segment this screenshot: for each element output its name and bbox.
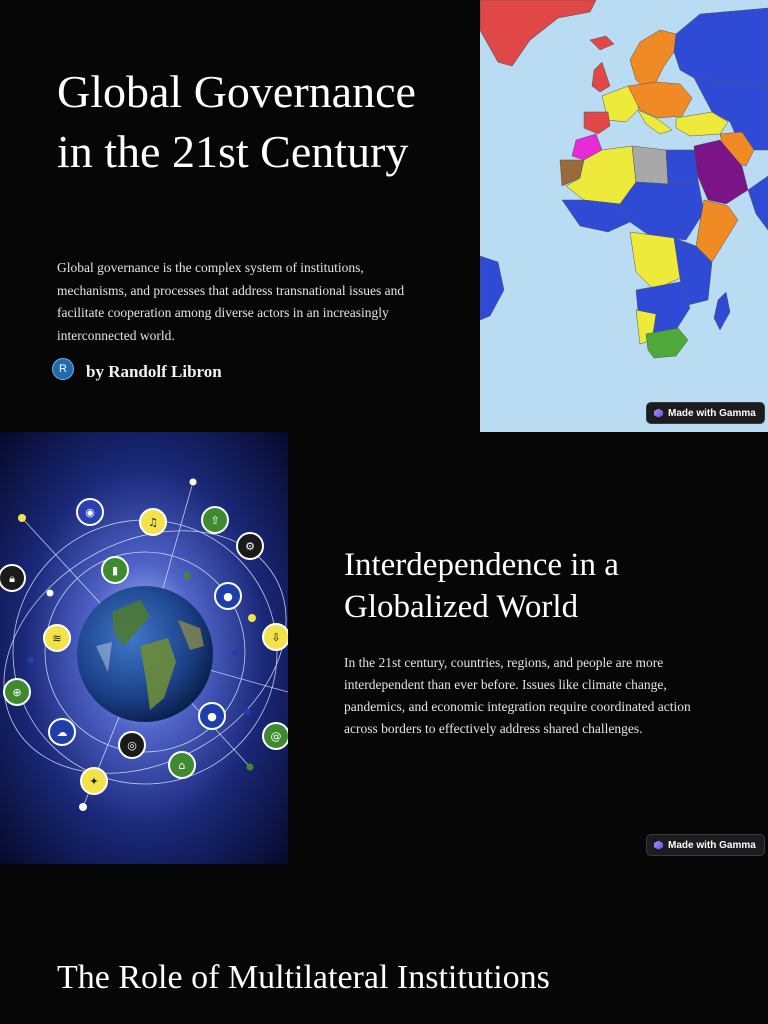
badge-label: Made with Gamma (668, 839, 756, 851)
world-map-image (480, 0, 768, 432)
svg-text:⇧: ⇧ (210, 514, 220, 527)
gamma-logo-icon (654, 841, 663, 850)
gamma-logo-icon (654, 409, 663, 418)
slide-interdependence-description: In the 21st century, countries, regions, and people are more interdependent than ever before. Issues like climate change, pandemics, and economic integration require coordinated action across borders to effectively address shared challenges. (344, 655, 691, 736)
globe-network-image (0, 432, 288, 864)
svg-text:🔒︎: 🔒︎ (9, 572, 15, 585)
author-name: by Randolf Libron (86, 362, 222, 381)
avatar: R (52, 358, 74, 380)
svg-text:✦: ✦ (89, 775, 99, 788)
svg-text:☁: ☁ (56, 726, 68, 739)
svg-text:●: ● (223, 590, 233, 603)
badge-label: Made with Gamma (668, 407, 756, 419)
slide-interdependence-heading: Interdependence in a Globalized World (344, 547, 619, 625)
svg-text:≋: ≋ (52, 632, 62, 645)
author-byline (52, 356, 222, 382)
made-with-gamma-badge[interactable] (646, 402, 765, 424)
svg-text:♫: ♫ (148, 516, 158, 529)
slide-multilateral-heading: The Role of Multilateral Institutions (57, 959, 550, 996)
slide-title (0, 0, 768, 432)
svg-text:@: @ (270, 730, 282, 743)
svg-text:◎: ◎ (127, 739, 137, 752)
slide-interdependence (0, 432, 768, 864)
svg-text:⌂: ⌂ (178, 759, 186, 772)
slide-multilateral (0, 864, 768, 1024)
slide-title-heading: Global Governance in the 21st Century (57, 66, 416, 177)
svg-text:◉: ◉ (85, 506, 95, 519)
slide-title-description: Global governance is the complex system of institutions, mechanisms, and processes that address transnational issues and facilitate cooperation among diverse actors in an increasingly interconnected world. (57, 260, 405, 343)
svg-text:●: ● (207, 710, 217, 723)
svg-text:▮: ▮ (111, 564, 119, 577)
svg-text:⊕: ⊕ (12, 686, 22, 699)
svg-text:⚙: ⚙ (245, 540, 255, 553)
made-with-gamma-badge[interactable] (646, 834, 765, 856)
svg-text:⇩: ⇩ (271, 631, 281, 644)
